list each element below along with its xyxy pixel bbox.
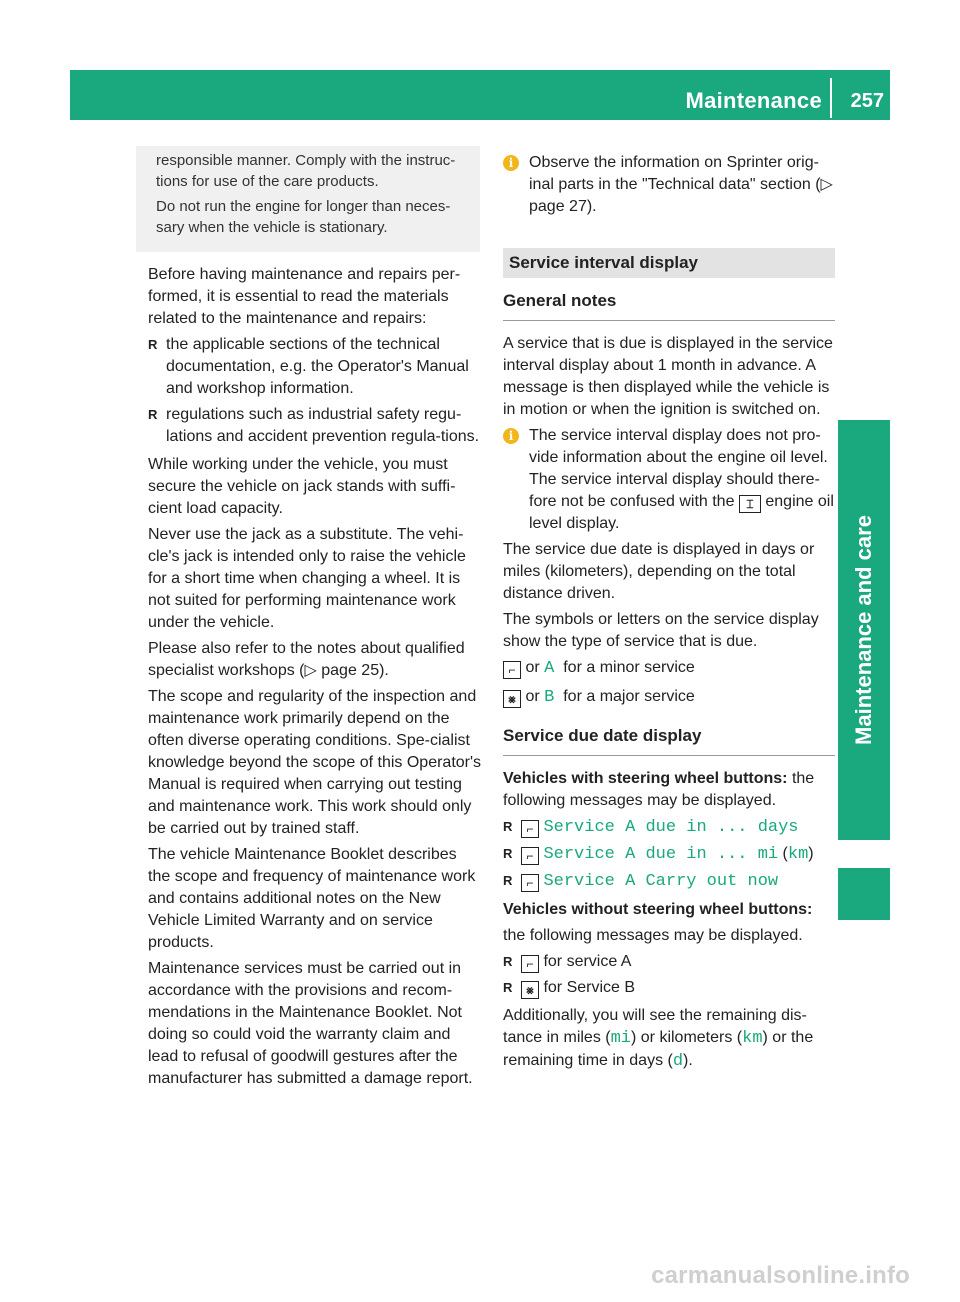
or-text: or	[525, 659, 540, 676]
list-item	[503, 977, 835, 999]
left-column	[148, 264, 482, 1094]
paragraph	[503, 768, 835, 812]
list-item	[503, 816, 835, 839]
text: for Service B	[539, 979, 636, 996]
unit: d	[672, 1052, 684, 1071]
paragraph: The vehicle Maintenance Booklet describes the scope and frequency of maintenance work and contains additional notes on the New Vehicle Limited Warranty and on service products.	[148, 846, 476, 951]
note-box	[136, 146, 480, 252]
unit: mi	[610, 1029, 631, 1048]
text: ) or kilometers (	[631, 1029, 743, 1046]
text: for service A	[539, 953, 632, 970]
unit: km	[742, 1029, 763, 1048]
chapter-marker	[838, 868, 890, 920]
symbols-list	[503, 951, 835, 999]
text: )	[808, 845, 814, 862]
paragraph	[503, 1005, 835, 1073]
paragraph: Please also refer to the notes about qualified specialist workshops (▷ page 25).	[148, 640, 465, 679]
info-note-text: The service interval display does not pro-vide information about the engine oil level. The service interval display should there-fore not be confused with the	[529, 427, 828, 510]
note-text-1: responsible manner. Comply with the instruc-tions for use of the care products.	[156, 152, 456, 190]
text: (	[778, 845, 788, 862]
subheading-due-date: Service due date display	[503, 725, 835, 756]
paragraph: The scope and regularity of the inspection and maintenance work primarily depend on the often diverse operating conditions. Spe-cialist knowledge beyond the scope of this Operator's Manual is required when carrying out testing and maintenance work. This work should only be carried out by trained staff.	[148, 688, 482, 837]
symbol-row-b	[503, 686, 835, 709]
paragraph: While working under the vehicle, you must secure the vehicle on jack stands with suffi-cient load capacity.	[148, 456, 456, 517]
text: ).	[683, 1052, 693, 1069]
display-message: Service A due in ... days	[543, 818, 799, 837]
list-item: R regulations such as industrial safety regu-lations and accident prevention regula-tions.	[148, 404, 482, 448]
service-desc: for a minor service	[563, 659, 695, 676]
info-note-text: Observe the information on Sprinter orig-inal parts in the "Technical data" section (▷ page 27).	[529, 154, 833, 215]
wrench-icon: ⌐	[503, 661, 521, 679]
wrench-double-icon: ⨳	[521, 981, 539, 999]
wrench-icon: ⌐	[521, 847, 539, 865]
paragraph: Maintenance services must be carried out in accordance with the provisions and recom-mendations in the Maintenance Booklet. Not doing so could void the warranty claim and lead to refusal of goodwill gestures after the manufacturer has submitted a damage report.	[148, 960, 473, 1087]
list-item	[503, 951, 835, 973]
bold-lead: Vehicles with steering wheel buttons:	[503, 770, 788, 787]
right-column	[503, 152, 835, 1077]
info-note-text: engine oil level display.	[529, 493, 834, 532]
info-note-2	[503, 425, 835, 535]
info-icon: i	[503, 428, 519, 444]
info-icon: i	[503, 155, 519, 171]
wrench-icon: ⌐	[521, 874, 539, 892]
wrench-double-icon: ⨳	[503, 690, 521, 708]
text: the following messages may be displayed.	[503, 770, 815, 809]
list-item	[503, 870, 835, 893]
paragraph: the following messages may be displayed.	[503, 927, 803, 944]
symbol-row-a	[503, 657, 835, 680]
paragraph: A service that is due is displayed in the service interval display about 1 month in advance. A message is then displayed while the vehicle is in motion or when the ignition is switched on.	[503, 335, 833, 418]
or-text: or	[525, 688, 540, 705]
wrench-icon: ⌐	[521, 820, 539, 838]
subheading-general-notes: General notes	[503, 290, 835, 321]
page-header	[70, 70, 890, 120]
service-code: B	[544, 688, 555, 707]
oil-can-icon: ⌶	[739, 495, 761, 513]
paragraph: The symbols or letters on the service display show the type of service that is due.	[503, 611, 819, 650]
materials-list	[148, 334, 482, 448]
wrench-icon: ⌐	[521, 955, 539, 973]
text: Additionally, you will see the remaining dis-tance in miles (	[503, 1007, 807, 1046]
messages-list	[503, 816, 835, 893]
bold-paragraph: Vehicles without steering wheel buttons:	[503, 901, 813, 918]
info-note-1	[503, 152, 835, 218]
note-text-2: Do not run the engine for longer than neces-sary when the vehicle is stationary.	[156, 198, 451, 236]
list-item: R the applicable sections of the technical documentation, e.g. the Operator's Manual and workshop information.	[148, 334, 482, 400]
chapter-tab-label: Maintenance and care	[851, 515, 876, 745]
unit: km	[787, 845, 809, 864]
intro-paragraph: Before having maintenance and repairs per-formed, it is essential to read the materials related to the maintenance and repairs:	[148, 266, 461, 327]
list-item	[503, 843, 835, 866]
header-separator	[830, 78, 832, 118]
service-desc: for a major service	[563, 688, 695, 705]
chapter-tab	[838, 420, 890, 840]
service-code: A	[544, 659, 555, 678]
paragraph: The service due date is displayed in days or miles (kilometers), depending on the total distance driven.	[503, 541, 815, 602]
section-title: Service interval display	[503, 248, 835, 278]
display-message: Service A Carry out now	[543, 872, 779, 891]
page-number: 257	[850, 90, 884, 112]
header-title: Maintenance	[685, 88, 822, 113]
display-message: Service A due in ... mi	[543, 845, 779, 864]
text: ) or the remaining time in days (	[503, 1029, 814, 1069]
paragraph: Never use the jack as a substitute. The vehi-cle's jack is intended only to raise the vehicle for a short time when changing a wheel. It is not suited for performing maintenance work under the vehicle.	[148, 526, 466, 631]
footer-watermark: carmanualsonline.info	[651, 1262, 910, 1289]
